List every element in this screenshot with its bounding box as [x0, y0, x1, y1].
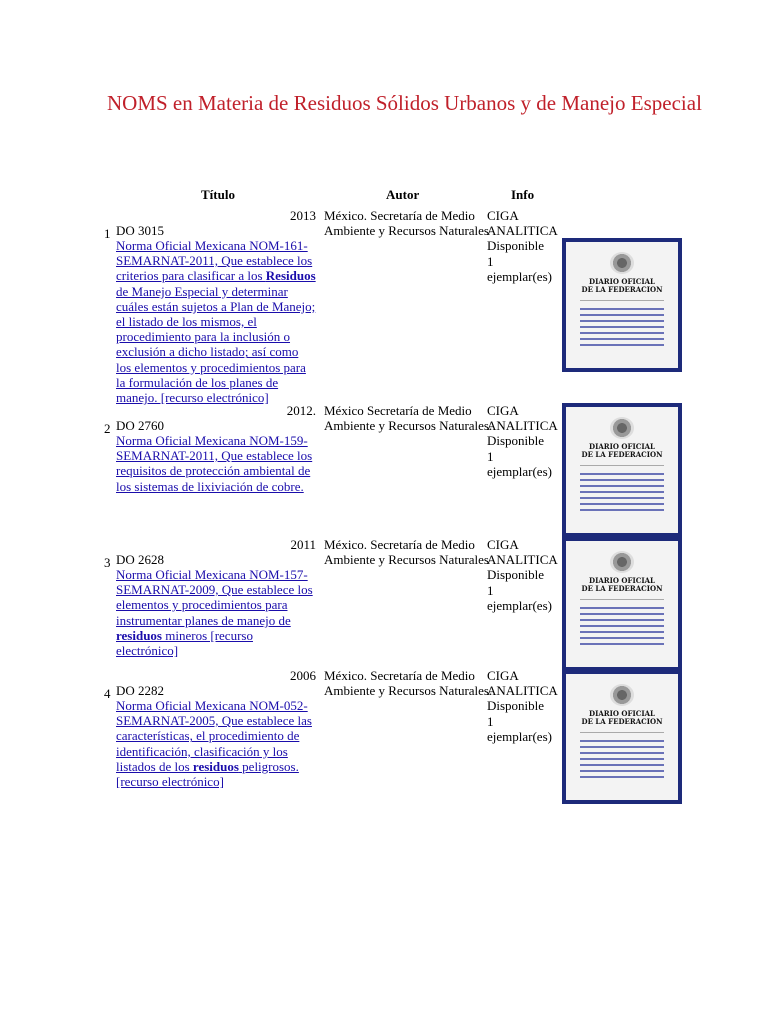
cover-text-line	[580, 776, 664, 778]
cover-text-line	[580, 320, 664, 322]
cover-text-line	[580, 764, 664, 766]
author-line: Ambiente y Recursos Naturales	[324, 552, 489, 568]
cover-text-line	[580, 485, 664, 487]
cover-thumbnail[interactable]	[562, 537, 682, 671]
cover-page	[566, 674, 678, 800]
cover-page	[566, 541, 678, 667]
cover-text-line	[580, 607, 664, 609]
cover-text-line	[580, 497, 664, 499]
cover-text-line	[580, 326, 664, 328]
title-text-after[interactable]: peligrosos. [recurso electrónico]	[116, 758, 299, 790]
call-number: DO 2760	[116, 418, 165, 433]
record-author	[324, 403, 493, 434]
cover-text-line	[580, 752, 664, 754]
info-line: Disponible	[487, 698, 545, 714]
column-header-titulo: Título	[201, 187, 235, 202]
title-text-before[interactable]: Norma Oficial Mexicana NOM-157-SEMARNAT-2009, Que establece los elementos y procedimientos para instrumentar planes de manejo de	[116, 567, 313, 628]
cover-divider	[580, 732, 664, 733]
record-info	[487, 403, 557, 479]
record-year: 2012.	[286, 403, 316, 418]
info-line: CIGA	[487, 403, 519, 418]
cover-divider	[580, 300, 664, 301]
call-number: DO 2628	[116, 552, 165, 567]
cover-text-line	[580, 625, 664, 627]
author-line: México. Secretaría de Medio	[324, 208, 475, 223]
info-line: 1	[487, 582, 494, 598]
record-title-link[interactable]	[116, 238, 316, 405]
cover-page	[566, 242, 678, 368]
record-author	[324, 208, 489, 238]
cover-text-line	[580, 770, 664, 772]
cover-text-line	[580, 314, 664, 316]
call-number: DO 3015	[116, 223, 165, 238]
author-line: México. Secretaría de Medio	[324, 537, 475, 552]
record-number: 4	[104, 686, 111, 701]
info-line: 1	[487, 253, 494, 269]
record-info	[487, 208, 557, 284]
cover-text-line	[580, 332, 664, 334]
cover-text-line	[580, 479, 664, 481]
cover-thumbnail[interactable]	[562, 670, 682, 804]
title-text-before[interactable]: Norma Oficial Mexicana NOM-159-SEMARNAT-2011, Que establece los requisitos de protección ambiental de los sistemas de lixiviación de cobre.	[116, 433, 313, 494]
cover-text-line	[580, 758, 664, 760]
seal-icon	[610, 684, 634, 706]
cover-thumbnail[interactable]	[562, 403, 682, 537]
cover-text-line	[580, 643, 664, 645]
cover-text-line	[580, 637, 664, 639]
info-line: Disponible	[487, 567, 545, 583]
info-line: ANALITICA	[487, 223, 558, 239]
record-title-link[interactable]	[116, 567, 316, 658]
record-year: 2006	[290, 668, 316, 683]
author-line: Ambiente y Recursos Naturales	[324, 223, 489, 239]
author-line: Ambiente y Recursos Naturales.	[324, 683, 493, 699]
cover-title-line: DIARIO OFICIAL	[589, 442, 655, 451]
record-number: 2	[104, 421, 111, 436]
title-text-after[interactable]: de Manejo Especial y determinar cuáles están sujetos a Plan de Manejo; el listado de los mismos, el procedimiento para la inclusión o exclusión a dicho listado; así como los elementos y procedimientos para la formulación de los planes de manejo. [recurso electrónico]	[116, 283, 316, 406]
cover-text-line	[580, 308, 664, 310]
cover-text-line	[580, 746, 664, 748]
cover-title	[566, 278, 678, 294]
title-text-highlight[interactable]: Residuos	[265, 268, 316, 284]
record-author	[324, 668, 493, 699]
record-number: 1	[104, 226, 111, 241]
info-line: ejemplar(es)	[487, 463, 552, 479]
info-line: ANALITICA	[487, 418, 558, 434]
title-text-before[interactable]: Norma Oficial Mexicana NOM-161-SEMARNAT-2011, Que establece los criterios para clasificar a los	[116, 238, 313, 284]
seal-icon	[610, 252, 634, 274]
cover-text-line	[580, 631, 664, 633]
author-line: México Secretaría de Medio	[324, 403, 472, 418]
info-line: CIGA	[487, 668, 519, 683]
seal-icon	[610, 551, 634, 573]
column-header-autor: Autor	[386, 187, 420, 202]
cover-title-line: DE LA FEDERACION	[581, 450, 663, 459]
cover-title-line: DIARIO OFICIAL	[589, 709, 655, 718]
cover-text-line	[580, 509, 664, 511]
title-text-before[interactable]: Norma Oficial Mexicana NOM-052-SEMARNAT-2005, Que establece las características, el procedimiento de identificación, clasificación y los listados de los	[116, 698, 312, 774]
cover-divider	[580, 599, 664, 600]
cover-text-line	[580, 338, 664, 340]
cover-text-line	[580, 344, 664, 346]
cover-text-line	[580, 473, 664, 475]
info-line: ejemplar(es)	[487, 597, 552, 613]
cover-title-line: DE LA FEDERACION	[581, 717, 663, 726]
title-text-highlight[interactable]: residuos	[116, 627, 162, 643]
record-year: 2011	[290, 537, 316, 552]
cover-title-line: DIARIO OFICIAL	[589, 277, 655, 286]
column-header-info: Info	[511, 187, 535, 202]
info-line: Disponible	[487, 433, 545, 449]
cover-title	[566, 710, 678, 726]
cover-text-line	[580, 491, 664, 493]
record-author	[324, 537, 489, 567]
cover-text-line	[580, 619, 664, 621]
record-title-link[interactable]	[116, 433, 316, 494]
cover-title-line: DE LA FEDERACION	[581, 285, 663, 294]
info-line: CIGA	[487, 208, 519, 223]
info-line: 1	[487, 713, 494, 729]
cover-text-line	[580, 740, 664, 742]
info-line: ejemplar(es)	[487, 268, 552, 284]
record-info	[487, 668, 557, 744]
info-line: CIGA	[487, 537, 519, 552]
seal-icon	[610, 417, 634, 439]
record-title-link[interactable]	[116, 698, 316, 789]
cover-title-line: DIARIO OFICIAL	[589, 576, 655, 585]
cover-text-line	[580, 613, 664, 615]
title-text-after[interactable]: mineros [recurso electrónico]	[116, 627, 253, 659]
record-year: 2013	[290, 208, 316, 223]
cover-thumbnail[interactable]	[562, 238, 682, 372]
cover-page	[566, 407, 678, 533]
author-line: Ambiente y Recursos Naturales.	[324, 418, 493, 434]
cover-text-line	[580, 503, 664, 505]
title-text-highlight[interactable]: residuos	[192, 758, 239, 774]
record-number: 3	[104, 555, 111, 570]
record-info	[487, 537, 557, 613]
cover-divider	[580, 465, 664, 466]
author-line: México. Secretaría de Medio	[324, 668, 475, 683]
info-line: ANALITICA	[487, 683, 558, 699]
cover-title	[566, 577, 678, 593]
cover-title	[566, 443, 678, 459]
info-line: ANALITICA	[487, 552, 558, 568]
info-line: 1	[487, 448, 494, 464]
info-line: Disponible	[487, 238, 545, 254]
info-line: ejemplar(es)	[487, 728, 552, 744]
call-number: DO 2282	[116, 683, 165, 698]
page-title: NOMS en Materia de Residuos Sólidos Urbanos y de Manejo Especial	[107, 91, 702, 115]
cover-title-line: DE LA FEDERACION	[581, 584, 663, 593]
